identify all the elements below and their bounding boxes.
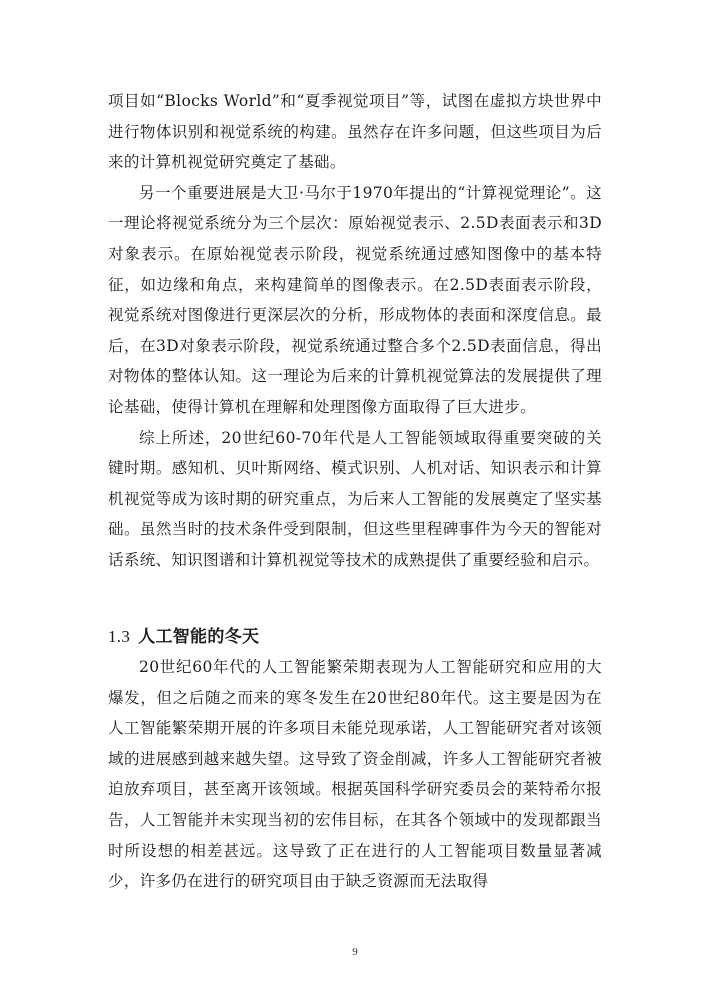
paragraph-continuation: 项目如“Blocks World”和“夏季视觉项目”等，试图在虚拟方块世界中进行物体识别和视觉系统的构建。虽然存在许多问题，但这些项目为后来的计算机视觉研究奠定了基础。 [108,92,602,172]
section-heading [108,622,259,652]
section-number: 1.3 [108,627,131,646]
paragraph-marr-theory: 另一个重要进展是大卫·马尔于1970年提出的“计算视觉理论”。这一理论将视觉系统分为三个层次：原始视觉表示、2.5D表面表示和3D对象表示。在原始视觉表示阶段，视觉系统通过感知图像中的基本特征，如边缘和角点，来构建简单的图像表示。在2.5D表面表示阶段，视觉系统对图像进行更深层次的分析，形成物体的表面和深度信息。最后，在3D对象表示阶段，视觉系统通过整合多个2.5D表面信息，得出对物体的整体认知。这一理论为后来的计算机视觉算法的发展提供了理论基础，使得计算机在理解和处理图像方面取得了巨大进步。 [108,183,602,416]
paragraph-summary: 综上所述，20世纪60-70年代是人工智能领域取得重要突破的关键时期。感知机、贝叶斯网络、模式识别、人机对话、知识表示和计算机视觉等成为该时期的研究重点，为后来人工智能的发展奠定了坚实基础。虽然当时的技术条件受到限制，但这些里程碑事件为今天的智能对话系统、知识图谱和计算机视觉等技术的成熟提供了重要经验和启示。 [108,428,602,569]
page-number: 9 [352,946,358,958]
body-text-bottom [108,652,602,897]
section-title: 人工智能的冬天 [138,627,260,647]
body-text-top [108,86,602,576]
paragraph-ai-winter: 20世纪60年代的人工智能繁荣期表现为人工智能研究和应用的大爆发，但之后随之而来的寒冬发生在20世纪80年代。这主要是因为在人工智能繁荣期开展的许多项目未能兑现承诺，人工智能研究者对该领域的进展感到越来越失望。这导致了资金削减，许多人工智能研究者被迫放弃项目，甚至离开该领域。根据英国科学研究委员会的莱特希尔报告，人工智能并未实现当初的宏伟目标，在其各个领域中的发现都跟当时所设想的相差甚远。这导致了正在进行的人工智能项目数量显著减少，许多仍在进行的研究项目由于缺乏资源而无法取得 [108,658,602,891]
